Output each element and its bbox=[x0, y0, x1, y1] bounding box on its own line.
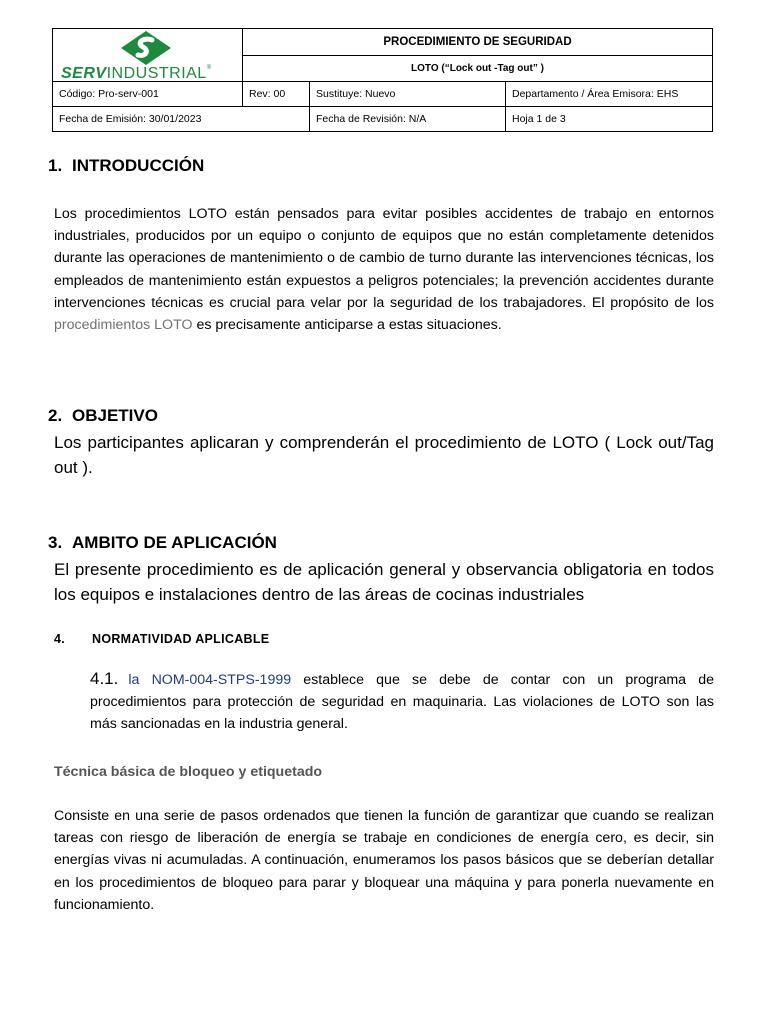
section-1-paragraph bbox=[54, 203, 714, 336]
section-4-title: NORMATIVIDAD APLICABLE bbox=[92, 632, 270, 646]
procedimientos-loto-link[interactable]: procedimientos LOTO bbox=[54, 317, 193, 334]
tecnica-heading: Técnica básica de bloqueo y etiquetado bbox=[54, 764, 323, 780]
section-3-title: AMBITO DE APLICACIÓN bbox=[72, 533, 277, 552]
fecha-emision-cell: Fecha de Emisión: 30/01/2023 bbox=[53, 107, 310, 132]
logo-word-serv: SERV bbox=[61, 65, 107, 82]
section-2-heading bbox=[48, 406, 158, 426]
logo-registered-mark: ® bbox=[206, 65, 212, 71]
codigo-cell: Código: Pro-serv-001 bbox=[53, 82, 243, 107]
section-2-number: 2. bbox=[48, 406, 63, 425]
serv-industrial-logo bbox=[53, 29, 242, 81]
section-4-1-paragraph bbox=[90, 668, 714, 736]
document-subtitle: LOTO (“Lock out -Tag out” ) bbox=[243, 55, 713, 82]
section-1-text-b: es precisamente anticiparse a estas situaciones. bbox=[192, 317, 502, 334]
document-header-table bbox=[52, 28, 713, 132]
section-1-number: 1. bbox=[48, 156, 63, 175]
logo-wordmark bbox=[61, 65, 212, 83]
section-1-title: INTRODUCCIÓN bbox=[72, 156, 205, 175]
section-1-text-a: Los procedimientos LOTO están pensados para evitar posibles accidentes de trabajo en entornos industriales, producidos por un equipo o conjunto de equipos que no están completamente detenidos durante las operaciones de mantenimiento o de cambio de turno durante las intervenciones técnicas, los empleados de mantenimiento están expuestos a peligros potenciales; la prevención accidentes durante intervenciones técnicas es crucial para velar por la seguridad de los trabajadores. El propósito de los bbox=[54, 206, 714, 311]
tecnica-paragraph: Consiste en una serie de pasos ordenados que tienen la función de garantizar que cuando se realizan tareas con riesgo de liberación de energía se trabaje en condiciones de energía cero, es decir, sin energías vivas ni acumuladas. A continuación, enumeramos los pasos básicos que se deberían detallar en los procedimientos de bloqueo para parar y bloquear una máquina y para ponerla nuevamente en funcionamiento. bbox=[54, 808, 714, 913]
section-4-1-text: establece que se debe de contar con un programa de procedimientos para protección de seguridad en maquinaria. Las violaciones de LOTO son las más sancionadas en la industria general. bbox=[90, 672, 714, 733]
document-title: PROCEDIMIENTO DE SEGURIDAD bbox=[243, 29, 713, 56]
departamento-cell: Departamento / Área Emisora: EHS bbox=[506, 82, 713, 107]
fecha-revision-cell: Fecha de Revisión: N/A bbox=[310, 107, 506, 132]
section-3-number: 3. bbox=[48, 533, 63, 552]
section-2-paragraph: Los participantes aplicaran y comprenderán el procedimiento de LOTO ( Lock out/Tag out ). bbox=[54, 433, 714, 477]
company-logo-icon bbox=[121, 31, 171, 65]
hoja-cell: Hoja 1 de 3 bbox=[506, 107, 713, 132]
section-3-paragraph: El presente procedimiento es de aplicación general y observancia obligatoria en todos los equipos e instalaciones dentro de las áreas de cocinas industriales bbox=[54, 560, 714, 604]
section-4-1-number: 4.1. bbox=[90, 669, 119, 688]
logo-word-industrial: INDUSTRIAL bbox=[106, 65, 207, 82]
rev-cell: Rev: 00 bbox=[243, 82, 310, 107]
section-3-heading bbox=[48, 533, 277, 553]
section-4-1-prefix: la bbox=[128, 672, 152, 688]
section-4-number: 4. bbox=[54, 632, 66, 646]
section-2-title: OBJETIVO bbox=[72, 406, 158, 425]
section-1-heading bbox=[48, 156, 204, 176]
section-4-heading bbox=[54, 632, 269, 646]
sustituye-cell: Sustituye: Nuevo bbox=[310, 82, 506, 107]
nom-004-stps-1999-reference: NOM-004-STPS-1999 bbox=[151, 672, 292, 688]
logo-cell bbox=[53, 29, 243, 82]
